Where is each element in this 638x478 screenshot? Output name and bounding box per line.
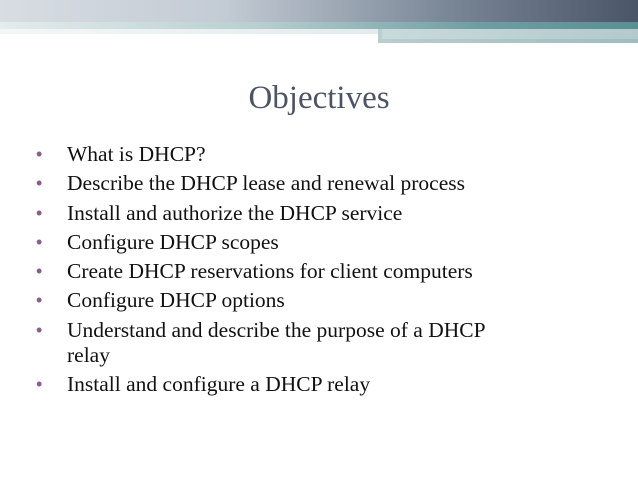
- list-item-text: Install and configure a DHCP relay: [67, 372, 371, 397]
- list-item-text: Configure DHCP scopes: [67, 229, 279, 254]
- list-item-text: What is DHCP?: [67, 142, 206, 166]
- header-tab-accent-inner: [382, 29, 638, 39]
- header-band-teal: [0, 22, 638, 29]
- objectives-list: [36, 142, 616, 401]
- slide-title: Objectives: [248, 80, 390, 116]
- list-item-text: Describe the DHCP lease and renewal process: [67, 171, 466, 196]
- list-item: [36, 372, 616, 397]
- list-item-text: Create DHCP reservations for client computers: [67, 259, 473, 284]
- list-item-text: Understand and describe the purpose of a DHCP relay: [67, 317, 485, 367]
- list-item: [36, 171, 616, 196]
- list-item-text: Install and authorize the DHCP service: [67, 200, 403, 225]
- header-band-dark: [0, 0, 638, 22]
- bullet-icon: •: [36, 374, 43, 395]
- list-item: [36, 142, 616, 167]
- bullet-icon: •: [36, 231, 43, 252]
- bullet-icon: •: [36, 319, 43, 340]
- bullet-icon: •: [36, 173, 43, 194]
- list-item-text: Configure DHCP options: [67, 288, 285, 313]
- bullet-icon: •: [36, 261, 43, 282]
- bullet-icon: •: [36, 144, 43, 164]
- list-item: [36, 288, 616, 313]
- list-item: [36, 201, 616, 226]
- list-item: [36, 230, 616, 255]
- list-item: [36, 259, 616, 284]
- list-item: [36, 318, 527, 368]
- bullet-icon: •: [36, 202, 43, 223]
- bullet-icon: •: [36, 290, 43, 311]
